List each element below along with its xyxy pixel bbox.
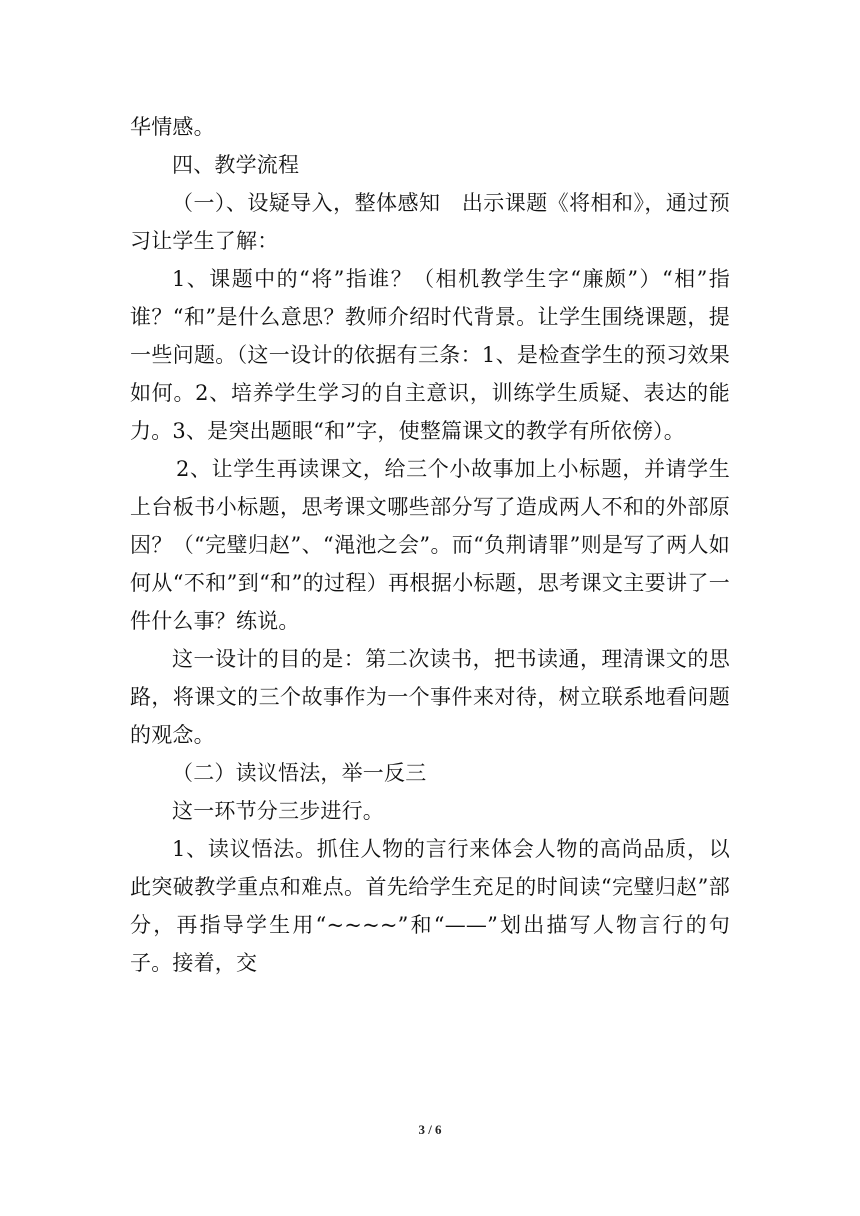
paragraph-step-1: 1、课题中的“将”指谁？（相机教学生字“廉颇”）“相”指谁？“和”是什么意思？教师介绍时代背景。让学生围绕课题，提一些问题。（这一设计的依据有三条：1、是检查学生的预习效果如何。2、培养学生学习的自主意识，训练学生质疑、表达的能力。3、是突出题眼“和”字，使整篇课文的教学有所依傍）。 [130, 267, 730, 443]
section-heading-teaching-process: 四、教学流程 [172, 153, 300, 177]
paragraph-design-purpose: 这一设计的目的是：第二次读书，把书读通，理清课文的思路，将课文的三个故事作为一个事件来对待，树立联系地看问题的观念。 [130, 647, 730, 747]
subsection-heading-intro: （一）、设疑导入，整体感知 出示课题《将相和》，通过预习让学生了解： [130, 191, 730, 253]
document-body [130, 108, 730, 982]
subsection-heading-read-discuss: （二）读议悟法，举一反三 [172, 761, 427, 785]
paragraph-read-discuss-method: 1、读议悟法。抓住人物的言行来体会人物的高尚品质，以此突破教学重点和难点。首先给学生充足的时间读“完璧归赵”部分，再指导学生用“~~~~”和“——”划出描写人物言行的句子。接着，交 [130, 837, 730, 975]
paragraph-step-2: 2、让学生再读课文，给三个小故事加上小标题，并请学生上台板书小标题，思考课文哪些部分写了造成两人不和的外部原因？（“完璧归赵”、“渑池之会”。而“负荆请罪”则是写了两人如何从“不和”到“和”的过程）再根据小标题，思考课文主要讲了一件什么事？练说。 [130, 457, 730, 633]
page-number: 3 / 6 [418, 1122, 442, 1137]
paragraph-three-steps: 这一环节分三步进行。 [172, 799, 384, 823]
paragraph-continuation: 华情感。 [130, 115, 215, 139]
